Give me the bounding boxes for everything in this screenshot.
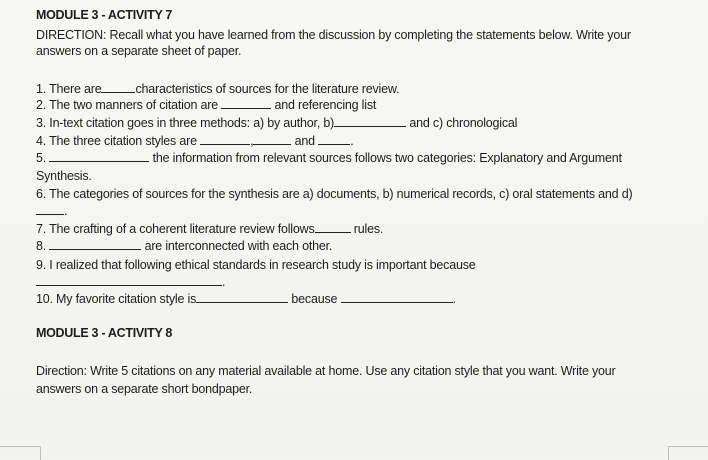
item-7 (36, 221, 383, 237)
answer-blank (36, 203, 64, 215)
item-4-text-c: and (294, 134, 315, 148)
item-3-text-a: 3. In-text citation goes in three methods: a) by author, b) (36, 116, 335, 130)
item-9: 9. I realized that following ethical standards in research study is important because (36, 258, 476, 272)
answer-blank (49, 150, 149, 162)
item-10-text-c: . (452, 292, 456, 306)
answer-blank (196, 291, 288, 303)
answer-blank (200, 133, 250, 145)
item-2-text-b: and referencing list (274, 98, 377, 112)
item-3 (36, 115, 517, 131)
item-4-text-a: 4. The three citation styles are (36, 134, 197, 148)
item-2-text-a: 2. The two manners of citation are (36, 98, 218, 112)
item-10-text-a: 10. My favorite citation style is (36, 292, 197, 306)
item-3-text-b: and c) chronological (409, 116, 518, 130)
answer-blank (341, 291, 453, 303)
answer-blank (36, 274, 222, 286)
item-1 (36, 81, 399, 97)
item-9-continued (36, 274, 225, 290)
item-6-continued (36, 203, 67, 219)
item-4 (36, 133, 354, 149)
activity8-title: MODULE 3 - ACTIVITY 8 (36, 326, 173, 340)
answer-blank (315, 221, 351, 233)
page-corner-bracket-right (668, 446, 708, 460)
item-4-text-d: . (350, 134, 354, 148)
item-7-text-a: 7. The crafting of a coherent literature review follows (36, 222, 315, 236)
answer-blank (253, 133, 291, 145)
item-2 (36, 97, 376, 113)
item-5-continued: Synthesis. (36, 169, 92, 183)
activity8-direction-line-1: Direction: Write 5 citations on any material available at home. Use any citation style that you want. Write your (36, 364, 616, 378)
activity7-direction-line-1: DIRECTION: Recall what you have learned from the discussion by completing the statements below. Write your (36, 28, 631, 42)
item-9-text-b: . (222, 275, 226, 289)
item-8-text-a: 8. (36, 239, 47, 253)
item-8-text-b: are interconnected with each other. (144, 239, 333, 253)
item-4-text-b: , (250, 134, 254, 148)
answer-blank (221, 97, 271, 109)
item-7-text-b: rules. (353, 222, 384, 236)
item-1-text-a: 1. There are (36, 82, 102, 96)
activity8-direction-line-2: answers on a separate short bondpaper. (36, 382, 253, 396)
answer-blank (101, 81, 135, 93)
item-5 (36, 150, 622, 166)
answer-blank (318, 133, 350, 145)
activity7-direction-line-2: answers on a separate sheet of paper. (36, 44, 242, 58)
item-10 (36, 291, 456, 307)
page-corner-bracket-left (0, 446, 41, 460)
item-6-text-b: . (64, 204, 68, 218)
answer-blank (49, 238, 141, 250)
item-5-text-a: 5. (36, 151, 47, 165)
item-10-text-b: because (291, 292, 338, 306)
item-6: 6. The categories of sources for the synthesis are a) documents, b) numerical records, c) oral statements and d) (36, 187, 633, 201)
item-5-text-b: the information from relevant sources follows two categories: Explanatory and Argument (152, 151, 622, 165)
item-1-text-b: characteristics of sources for the literature review. (135, 82, 400, 96)
activity7-title: MODULE 3 - ACTIVITY 7 (36, 8, 173, 22)
item-8 (36, 238, 332, 254)
answer-blank (334, 115, 406, 127)
